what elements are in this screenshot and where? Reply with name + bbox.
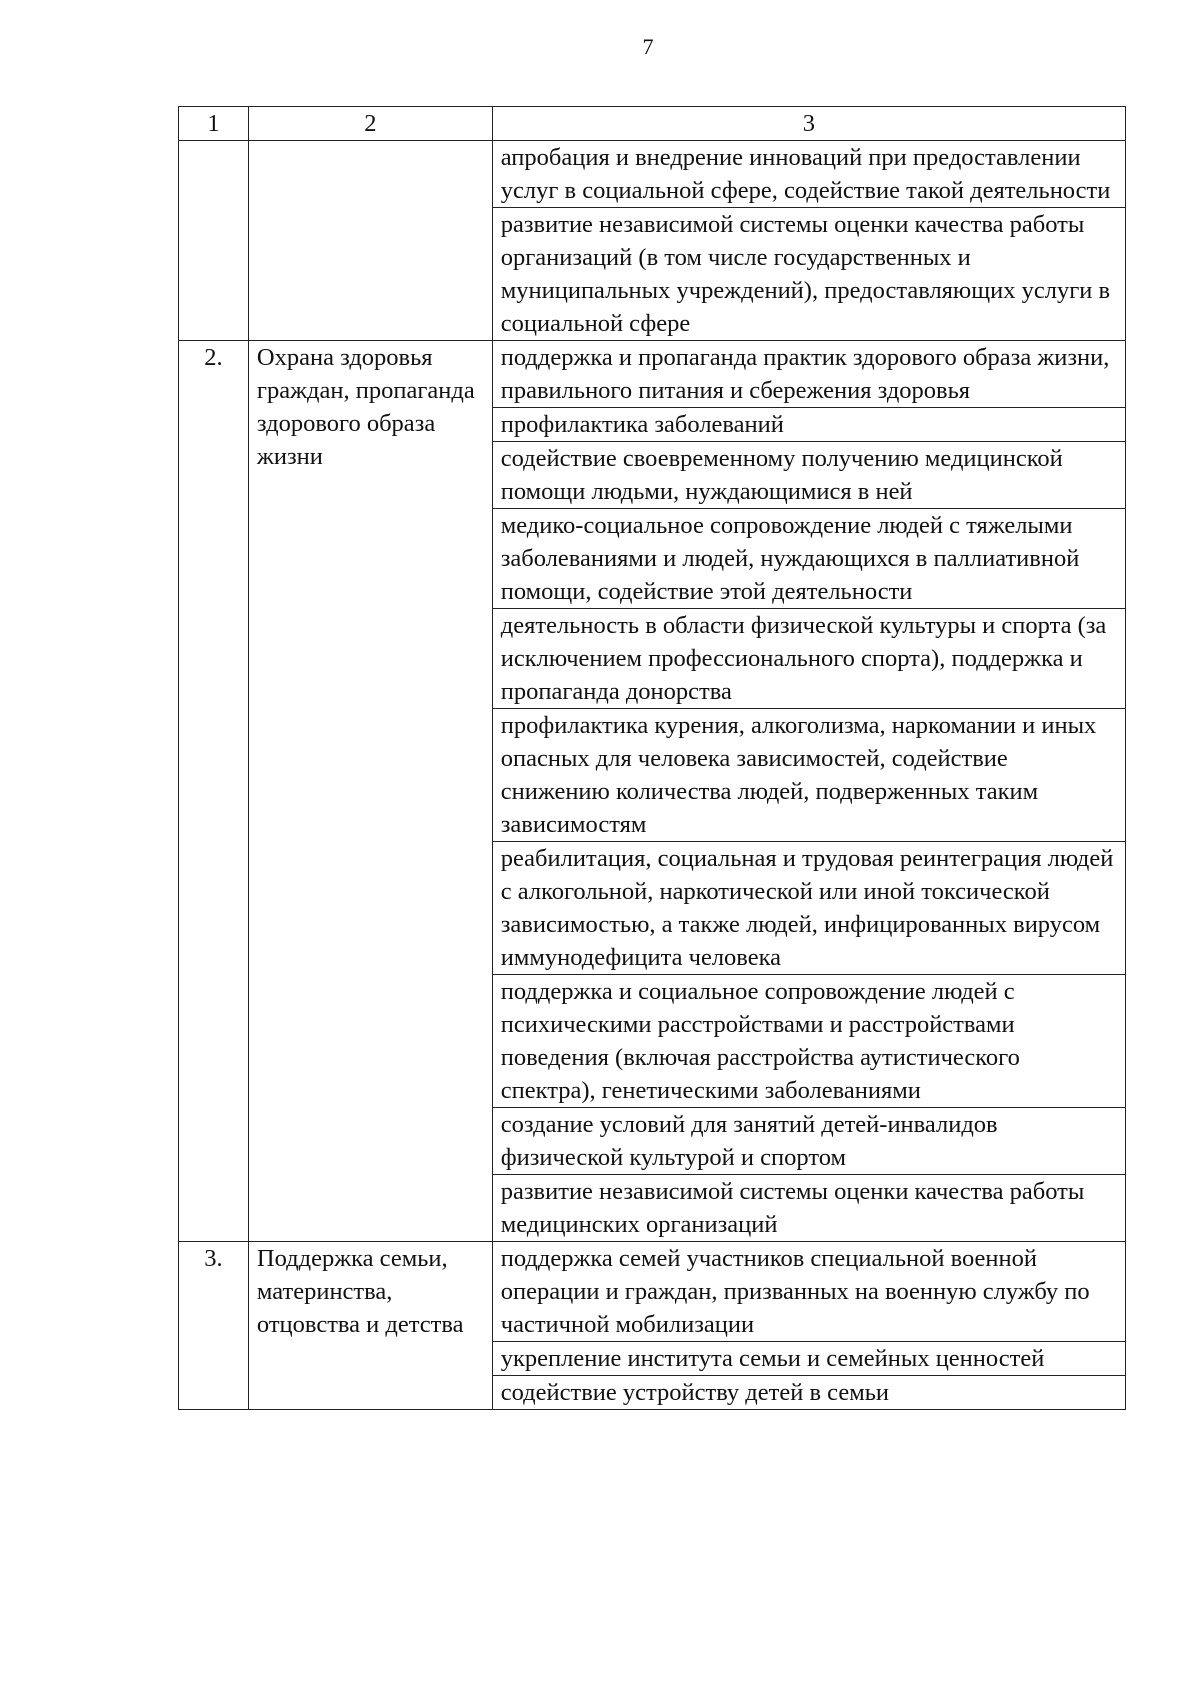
activity-item: создание условий для занятий детей-инвалидов физической культурой и спортом	[492, 1108, 1125, 1175]
section-area: Поддержка семьи, материнства, отцовства и детства	[248, 1242, 492, 1410]
activity-item: развитие независимой системы оценки качества работы медицинских организаций	[492, 1175, 1125, 1242]
activity-item: профилактика заболеваний	[492, 408, 1125, 442]
table-header-row	[179, 107, 1126, 141]
table-row	[179, 141, 1126, 208]
activity-item: деятельность в области физической культуры и спорта (за исключением профессионального спорта), поддержка и пропаганда донорства	[492, 609, 1125, 709]
activity-item: поддержка семей участников специальной военной операции и граждан, призванных на военную службу по частичной мобилизации	[492, 1242, 1125, 1342]
activity-item: поддержка и пропаганда практик здорового образа жизни, правильного питания и сбережения здоровья	[492, 341, 1125, 408]
activity-item: развитие независимой системы оценки качества работы организаций (в том числе государственных и муниципальных учреждений), предоставляющих услуги в социальной сфере	[492, 208, 1125, 341]
section-number: 2.	[179, 341, 249, 1242]
empty-area-cell	[248, 141, 492, 341]
activity-item: реабилитация, социальная и трудовая реинтеграция людей с алкогольной, наркотической или иной токсической зависимостью, а также людей, инфицированных вирусом иммунодефицита человека	[492, 842, 1125, 975]
activity-item: медико-социальное сопровождение людей с тяжелыми заболеваниями и людей, нуждающихся в паллиативной помощи, содействие этой деятельности	[492, 509, 1125, 609]
column-header-1: 1	[179, 107, 249, 141]
column-header-3: 3	[492, 107, 1125, 141]
section-number: 3.	[179, 1242, 249, 1410]
activity-item: содействие своевременному получению медицинской помощи людьми, нуждающимися в ней	[492, 442, 1125, 509]
table-row	[179, 341, 1126, 408]
activity-item: апробация и внедрение инноваций при предоставлении услуг в социальной сфере, содействие такой деятельности	[492, 141, 1125, 208]
activity-item: содействие устройству детей в семьи	[492, 1376, 1125, 1410]
page-number: 7	[642, 34, 654, 59]
table-row	[179, 1242, 1126, 1342]
activity-table	[178, 106, 1126, 1410]
column-header-2: 2	[248, 107, 492, 141]
empty-number-cell	[179, 141, 249, 341]
activity-item: профилактика курения, алкоголизма, наркомании и иных опасных для человека зависимостей, содействие снижению количества людей, подверженных таким зависимостям	[492, 709, 1125, 842]
activity-item: поддержка и социальное сопровождение людей с психическими расстройствами и расстройствами поведения (включая расстройства аутистического спектра), генетическими заболеваниями	[492, 975, 1125, 1108]
section-area: Охрана здоровья граждан, пропаганда здорового образа жизни	[248, 341, 492, 1242]
activity-item: укрепление института семьи и семейных ценностей	[492, 1342, 1125, 1376]
